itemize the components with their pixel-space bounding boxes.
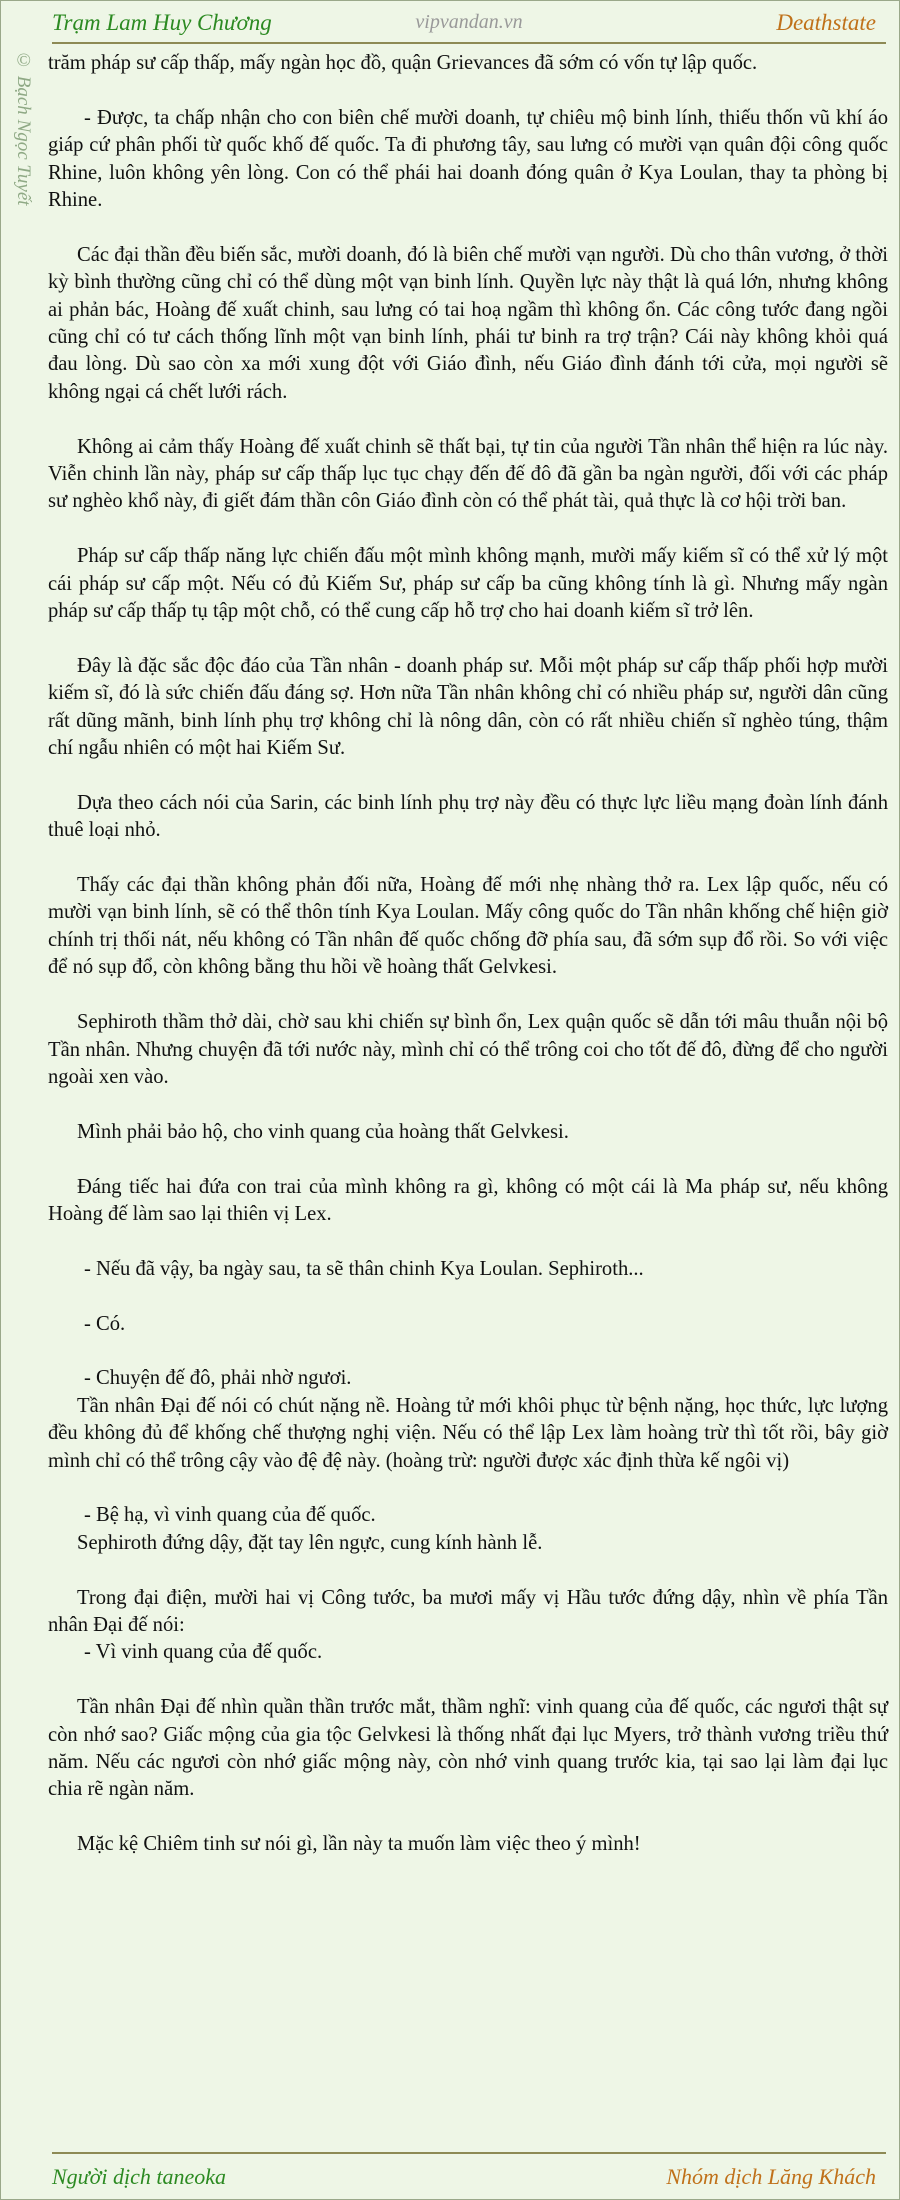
header-url: vipvandan.vn [415,11,523,33]
sidebar-copyright [10,50,40,270]
paragraph: Trong đại điện, mười hai vị Công tước, ba mươi mấy vị Hầu tước đứng dậy, nhìn về phía Tần nhân Đại đế nói: [48,1586,888,1636]
dialogue-line: - Chuyện đế đô, phải nhờ ngươi. [84,1367,352,1390]
paragraph: Sephiroth đứng dậy, đặt tay lên ngực, cung kính hành lễ. [77,1531,543,1554]
paragraph: Pháp sư cấp thấp năng lực chiến đấu một mình không mạnh, mười mấy kiếm sĩ có thể xử lý một cái pháp sư cấp một. Nếu có đủ Kiếm Sư, pháp sư cấp ba cũng không tính là gì. Nhưng mấy ngàn pháp sư cấp thấp tụ tập một chỗ, có thể cung cấp hỗ trợ cho hai doanh kiếm sĩ trở lên. [48,545,888,623]
paragraph: Mặc kệ Chiêm tinh sư nói gì, lần này ta muốn làm việc theo ý mình! [77,1833,641,1856]
page-footer [52,2152,886,2194]
dialogue-line: - Bệ hạ, vì vinh quang của đế quốc. [84,1504,376,1527]
paragraph: Mình phải bảo hộ, cho vinh quang của hoàng thất Gelvkesi. [77,1120,569,1143]
header-site-name: Trạm Lam Huy Chương [52,10,272,35]
footer-group: Nhóm dịch Lăng Khách [666,2164,876,2189]
paragraph: Đáng tiếc hai đứa con trai của mình không ra gì, không có một cái là Ma pháp sư, nếu không Hoàng đế làm sao lại thiên vị Lex. [48,1175,888,1225]
paragraph: Các đại thần đều biến sắc, mười doanh, đó là biên chế mười vạn người. Dù cho thân vương, ở thời kỳ bình thường cũng chỉ có thể dùng một vạn binh lính. Quyền lực này thật là quá lớn, nhưng không ai phản bác, Hoàng đế xuất chinh, sau lưng có tai hoạ ngầm thì không ổn. Các công tước đang ngồi cũng chỉ có tư cách thống lĩnh một vạn binh lính, phái tư binh ra trợ trận? Cái này không khỏi quá đau lòng. Dù sao còn xa mới xung đột với Giáo đình, nếu Giáo đình đánh tới cửa, mọi người sẽ không ngại cá chết lưới rách. [48,243,888,403]
dialogue-line: - Có. [84,1312,126,1335]
paragraph: Tần nhân Đại đế nhìn quần thần trước mắt, thầm nghĩ: vinh quang của đế quốc, các ngươi thật sự còn nhớ sao? Giấc mộng của gia tộc Gelvkesi là thống nhất đại lục Myers, trở thành vương triều thứ năm. Nếu các ngươi còn nhớ giấc mộng này, còn nhớ vinh quang trước kia, tại sao lại làm đại lục chia rẽ ngàn năm. [48,1696,888,1801]
paragraph: - Được, ta chấp nhận cho con biên chế mười doanh, tự chiêu mộ binh lính, thiếu thốn vũ khí áo giáp cứ phân phối từ quốc khố đế quốc. Ta đi phương tây, sau lưng có mười vạn quân đội công quốc Rhine, luôn không yên lòng. Con có thể phái hai doanh đóng quân ở Kya Loulan, thay ta phòng bị Rhine. [48,106,888,212]
dialogue-line: - Vì vinh quang của đế quốc. [84,1641,323,1664]
paragraph: Sephiroth thầm thở dài, chờ sau khi chiến sự bình ổn, Lex quận quốc sẽ dẫn tới mâu thuẫn nội bộ Tần nhân. Nhưng chuyện đã tới nước này, mình chỉ có thể trông coi cho tốt đế đô, đừng để cho người ngoài xen vào. [48,1011,888,1088]
header-book-title: Deathstate [776,10,876,35]
paragraph: Thấy các đại thần không phản đối nữa, Hoàng đế mới nhẹ nhàng thở ra. Lex lập quốc, nếu có mười vạn binh lính, sẽ có thể thôn tính Kya Loulan. Mấy công quốc do Tần nhân khống chế hiện giờ chính trị thối nát, nếu không có Tần nhân đế quốc chống đỡ phía sau, đã sớm sụp đổ rồi. So với việc để nó sụp đổ, còn không bằng thu hồi về hoàng thất Gelvkesi. [48,874,888,979]
chapter-content [48,50,888,1886]
footer-translator: Người dịch taneoka [52,2164,227,2189]
dialogue-line: - Nếu đã vậy, ba ngày sau, ta sẽ thân chinh Kya Loulan. Sephiroth... [84,1257,644,1280]
paragraph: Dựa theo cách nói của Sarin, các binh lính phụ trợ này đều có thực lực liều mạng đoàn lính đánh thuê loại nhỏ. [48,791,888,842]
page-header [52,8,886,44]
paragraph: Không ai cảm thấy Hoàng đế xuất chinh sẽ thất bại, tự tin của người Tần nhân thể hiện ra lúc này. Viễn chinh lần này, pháp sư cấp thấp lục tục chạy đến đế đô đã gần ba ngàn người, đối với các pháp sư nghèo khổ này, đi giết đám thần côn Giáo đình còn có thể phát tài, quả thực là cơ hội trời ban. [48,435,888,513]
paragraph: Đây là đặc sắc độc đáo của Tần nhân - doanh pháp sư. Mỗi một pháp sư cấp thấp phối hợp mười kiếm sĩ, đó là sức chiến đấu đáng sợ. Hơn nữa Tần nhân không chỉ có nhiều pháp sư, người dân cũng rất dũng mãnh, binh lính phụ trợ không chỉ là nông dân, còn có rất nhiều chiến sĩ nghèo túng, thậm chí ngẫu nhiên có một hai Kiếm Sư. [48,654,888,760]
copyright-text: © Bạch Ngọc Tuyết [13,50,34,206]
paragraph: Tần nhân Đại đế nói có chút nặng nề. Hoàng tử mới khôi phục từ bệnh nặng, học thức, lực lượng đều không đủ để khống chế thượng nghị viện. Nếu có thể lập Lex làm hoàng trừ thì tốt rồi, bây giờ mình chỉ có thể trông cậy vào đệ đệ này. (hoàng trừ: người được xác định thừa kế ngôi vị) [48,1394,888,1472]
paragraph: trăm pháp sư cấp thấp, mấy ngàn học đồ, quận Grievances đã sớm có vốn tự lập quốc. [48,52,758,74]
